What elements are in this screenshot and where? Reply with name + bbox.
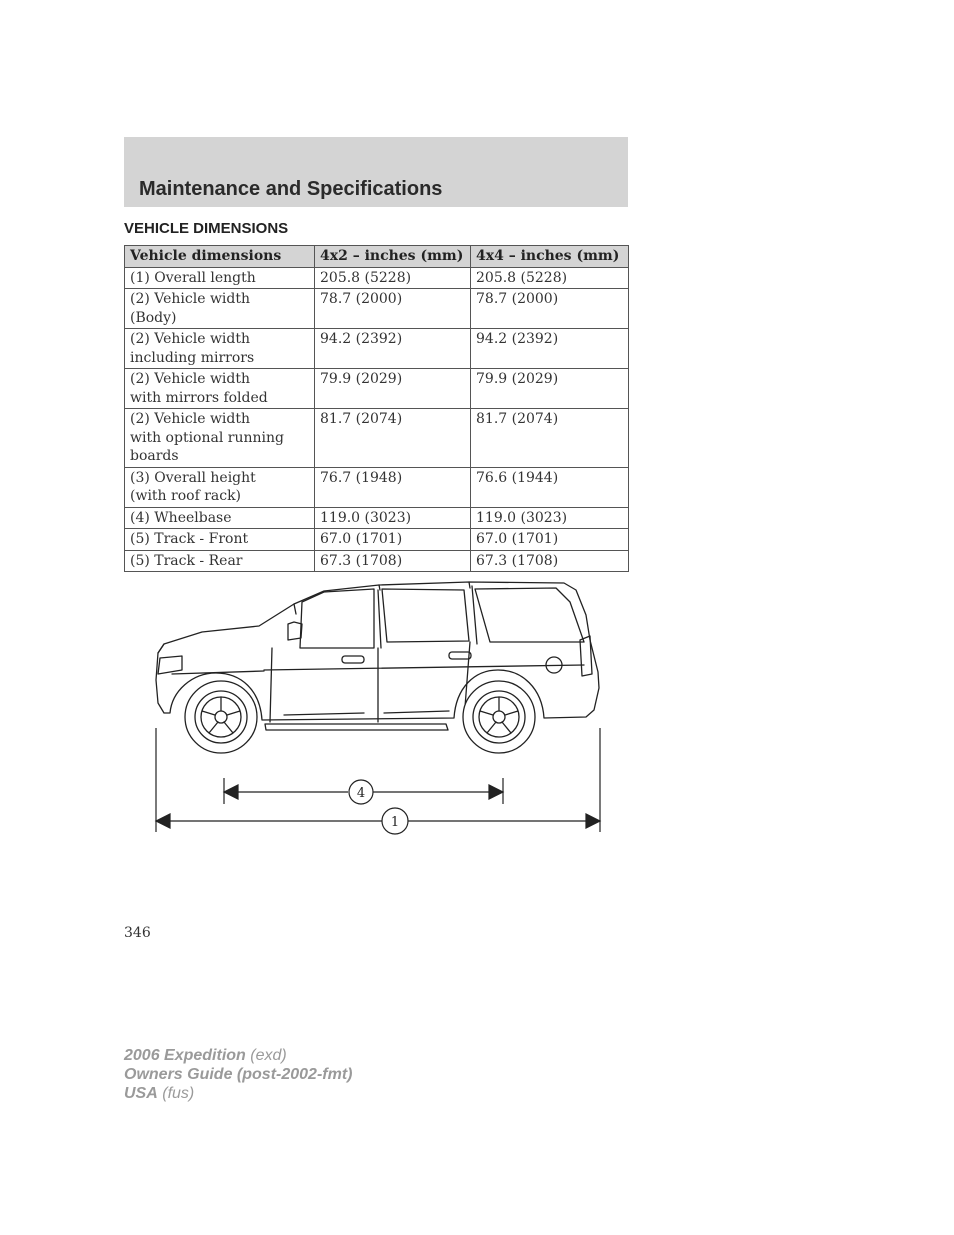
table-row bbox=[125, 550, 629, 572]
value-4x2: 78.7 (2000) bbox=[315, 289, 471, 329]
dimension-label: (1) Overall length bbox=[125, 267, 315, 289]
footer-model-code: (exd) bbox=[250, 1047, 287, 1064]
value-4x4: 119.0 (3023) bbox=[471, 507, 629, 529]
footer-line-3 bbox=[124, 1084, 352, 1103]
dimension-label: (4) Wheelbase bbox=[125, 507, 315, 529]
table-row bbox=[125, 267, 629, 289]
value-4x2: 79.9 (2029) bbox=[315, 369, 471, 409]
column-header: 4x2 – inches (mm) bbox=[315, 246, 471, 268]
value-4x4: 205.8 (5228) bbox=[471, 267, 629, 289]
page-number: 346 bbox=[124, 925, 151, 941]
value-4x2: 76.7 (1948) bbox=[315, 467, 471, 507]
value-4x4: 79.9 (2029) bbox=[471, 369, 629, 409]
column-header: 4x4 – inches (mm) bbox=[471, 246, 629, 268]
front-wheel-icon bbox=[185, 681, 257, 753]
footer-guide: Owners Guide (post-2002-fmt) bbox=[124, 1066, 353, 1083]
value-4x4: 78.7 (2000) bbox=[471, 289, 629, 329]
value-4x2: 67.0 (1701) bbox=[315, 529, 471, 551]
section-title: VEHICLE DIMENSIONS bbox=[124, 220, 289, 237]
table-row bbox=[125, 529, 629, 551]
footer-market: USA bbox=[124, 1085, 158, 1102]
section-header-band bbox=[124, 137, 628, 207]
table-row bbox=[125, 329, 629, 369]
dimension-label: (3) Overall height (with roof rack) bbox=[125, 467, 315, 507]
overall-length-dimension-arrow bbox=[156, 814, 600, 828]
page-title: Maintenance and Specifications bbox=[139, 178, 443, 200]
dimension-label: (2) Vehicle width including mirrors bbox=[125, 329, 315, 369]
callout-wheelbase bbox=[349, 780, 373, 804]
running-board bbox=[265, 711, 449, 730]
rear-wheel-icon bbox=[463, 681, 535, 753]
dimension-label: (2) Vehicle width (Body) bbox=[125, 289, 315, 329]
callout-4-label: 4 bbox=[356, 786, 366, 801]
dimension-label: (5) Track - Front bbox=[125, 529, 315, 551]
value-4x2: 94.2 (2392) bbox=[315, 329, 471, 369]
footer-model: 2006 Expedition bbox=[124, 1047, 246, 1064]
value-4x4: 76.6 (1944) bbox=[471, 467, 629, 507]
footer-market-code: (fus) bbox=[162, 1085, 195, 1102]
footer-line-1 bbox=[124, 1046, 352, 1065]
table-row bbox=[125, 507, 629, 529]
value-4x2: 205.8 (5228) bbox=[315, 267, 471, 289]
suv-windows bbox=[300, 586, 584, 648]
footer-line-2 bbox=[124, 1065, 352, 1084]
table-header-row bbox=[125, 246, 629, 268]
value-4x4: 67.0 (1701) bbox=[471, 529, 629, 551]
column-header: Vehicle dimensions bbox=[125, 246, 315, 268]
value-4x4: 81.7 (2074) bbox=[471, 409, 629, 468]
vehicle-side-view-diagram bbox=[124, 570, 614, 845]
dimension-label: (2) Vehicle width with optional running boards bbox=[125, 409, 315, 468]
vehicle-dimensions-table bbox=[124, 245, 629, 572]
dimension-label: (2) Vehicle width with mirrors folded bbox=[125, 369, 315, 409]
callout-1-label: 1 bbox=[390, 815, 400, 830]
callout-overall-length bbox=[382, 808, 408, 834]
value-4x2: 81.7 (2074) bbox=[315, 409, 471, 468]
dimension-label: (5) Track - Rear bbox=[125, 550, 315, 572]
table-row bbox=[125, 289, 629, 329]
table-row bbox=[125, 369, 629, 409]
door-handle-icon bbox=[342, 652, 471, 663]
value-4x2: 67.3 (1708) bbox=[315, 550, 471, 572]
document-footer bbox=[124, 1046, 352, 1103]
value-4x2: 119.0 (3023) bbox=[315, 507, 471, 529]
value-4x4: 67.3 (1708) bbox=[471, 550, 629, 572]
table-row bbox=[125, 467, 629, 507]
table-row bbox=[125, 409, 629, 468]
headlight-icon bbox=[158, 656, 182, 674]
value-4x4: 94.2 (2392) bbox=[471, 329, 629, 369]
